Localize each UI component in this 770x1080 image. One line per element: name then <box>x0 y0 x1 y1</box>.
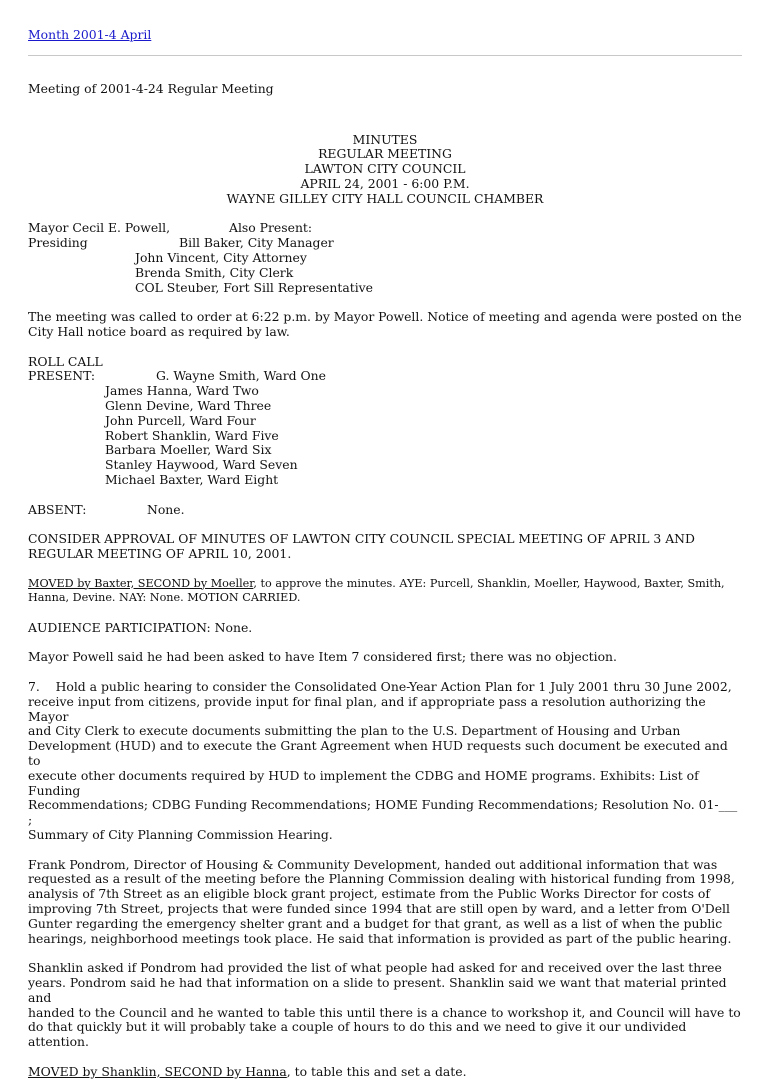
council-member: James Hanna, Ward Two <box>105 383 259 399</box>
minutes-header <box>28 133 742 207</box>
minutes-header-line: MINUTES <box>352 131 418 147</box>
roll-call-heading: ROLL CALL <box>28 353 103 369</box>
council-member: John Purcell, Ward Four <box>105 412 256 428</box>
absent-label: ABSENT: <box>28 501 87 517</box>
motion-line: Hanna, Devine. NAY: None. MOTION CARRIED. <box>28 591 301 605</box>
item7-paragraph <box>28 680 742 843</box>
consider-approval-heading <box>28 532 742 562</box>
present-official: COL Steuber, Fort Sill Representative <box>135 279 373 295</box>
present-official: Brenda Smith, City Clerk <box>135 264 294 280</box>
motion-text: , to table this and set a date. <box>286 1063 467 1079</box>
item7-line: receive input from citizens, provide input for final plan, and if appropriate pass a resolution authorizing the Mayor <box>28 693 706 724</box>
presiding-block <box>28 221 742 295</box>
present-label: PRESENT: <box>28 368 96 384</box>
council-member: Robert Shanklin, Ward Five <box>105 427 279 443</box>
present-official: Bill Baker, City Manager <box>179 235 334 251</box>
council-member: Barbara Moeller, Ward Six <box>105 442 272 458</box>
council-member: G. Wayne Smith, Ward One <box>156 368 326 384</box>
mayor-name: Mayor Cecil E. Powell, <box>28 220 171 236</box>
motion-text: , to approve the minutes. AYE: Purcell, Shanklin, Moeller, Haywood, Baxter, Smith, <box>253 576 725 590</box>
consider-approval-line: CONSIDER APPROVAL OF MINUTES OF LAWTON CITY COUNCIL SPECIAL MEETING OF APRIL 3 AND <box>28 531 695 547</box>
absent-value: None. <box>147 501 185 517</box>
motion-line <box>28 577 742 592</box>
shanklin-line: Shanklin asked if Pondrom had provided the list of what people had asked for and received over the last three <box>28 960 722 976</box>
pondrom-line: analysis of 7th Street as an eligible block grant project, estimate from the Public Works Director for costs of <box>28 886 710 902</box>
pondrom-line: hearings, neighborhood meetings took place. He said that information is provided as part of the public hearing. <box>28 930 732 946</box>
item7-line: and City Clerk to execute documents submitting the plan to the U.S. Department of Housing and Urban <box>28 723 681 739</box>
motion-moved: MOVED by Shanklin, SECOND by Hanna <box>28 1063 287 1079</box>
pondrom-paragraph <box>28 858 742 947</box>
audience-participation: AUDIENCE PARTICIPATION: None. <box>28 619 253 635</box>
absent-row <box>28 503 742 518</box>
presiding-row <box>28 221 742 236</box>
item7-line: Summary of City Planning Commission Hearing. <box>28 827 333 843</box>
consider-approval-line: REGULAR MEETING OF APRIL 10, 2001. <box>28 545 292 561</box>
pondrom-line: Gunter regarding the emergency shelter grant and a budget for that grant, as well as a list of when the public <box>28 915 723 931</box>
item7-line: execute other documents required by HUD to implement the CDBG and HOME programs. Exhibits: List of Funding <box>28 767 699 798</box>
motion-table <box>28 1065 742 1080</box>
council-member: Michael Baxter, Ward Eight <box>105 471 279 487</box>
roll-present-row <box>28 369 742 384</box>
minutes-header-line: WAYNE GILLEY CITY HALL COUNCIL CHAMBER <box>226 190 544 206</box>
call-to-order: The meeting was called to order at 6:22 p.m. by Mayor Powell. Notice of meeting and agenda were posted on the City Hall notice board as required by law. <box>28 309 742 339</box>
divider <box>28 55 742 56</box>
shanklin-line: years. Pondrom said he had that information on a slide to present. Shanklin said we want that material printed and <box>28 975 727 1005</box>
month-link[interactable]: Month 2001-4 April <box>28 27 152 42</box>
presiding-label: Presiding <box>28 235 88 251</box>
roll-call-block <box>28 355 742 488</box>
presiding-row <box>28 236 742 251</box>
minutes-header-line: APRIL 24, 2001 - 6:00 P.M. <box>300 175 470 191</box>
shanklin-line: do that quickly but it will probably take a couple of hours to do this and we need to give it our undivided attention. <box>28 1019 687 1050</box>
pondrom-line: Frank Pondrom, Director of Housing & Community Development, handed out additional information that was <box>28 856 718 872</box>
present-official: John Vincent, City Attorney <box>135 249 307 265</box>
item7-line: Recommendations; CDBG Funding Recommendations; HOME Funding Recommendations; Resolution No. 01-___ ; <box>28 797 738 828</box>
minutes-header-line: LAWTON CITY COUNCIL <box>304 161 466 177</box>
item7-order-note: Mayor Powell said he had been asked to have Item 7 considered first; there was no objection. <box>28 649 617 665</box>
item7-line: 7. Hold a public hearing to consider the Consolidated One-Year Action Plan for 1 July 2001 thru 30 June 2002, <box>28 679 732 695</box>
shanklin-paragraph <box>28 961 742 1050</box>
pondrom-line: improving 7th Street, projects that were funded since 1994 that are still open by ward, and a letter from O'Dell <box>28 901 730 917</box>
shanklin-line: handed to the Council and he wanted to table this until there is a chance to workshop it, and Council will have to <box>28 1004 741 1020</box>
also-present-label: Also Present: <box>229 220 313 236</box>
meeting-title: Meeting of 2001-4-24 Regular Meeting <box>28 80 274 96</box>
motion-approve-minutes <box>28 577 742 607</box>
item7-line: Development (HUD) and to execute the Grant Agreement when HUD requests such document be executed and to <box>28 738 728 769</box>
council-member: Stanley Haywood, Ward Seven <box>105 457 298 473</box>
council-member: Glenn Devine, Ward Three <box>105 397 272 413</box>
minutes-header-line: REGULAR MEETING <box>318 146 452 162</box>
motion-moved: MOVED by Baxter, SECOND by Moeller <box>28 576 254 590</box>
pondrom-line: requested as a result of the meeting before the Planning Commission dealing with historical funding from 1998, <box>28 871 735 887</box>
